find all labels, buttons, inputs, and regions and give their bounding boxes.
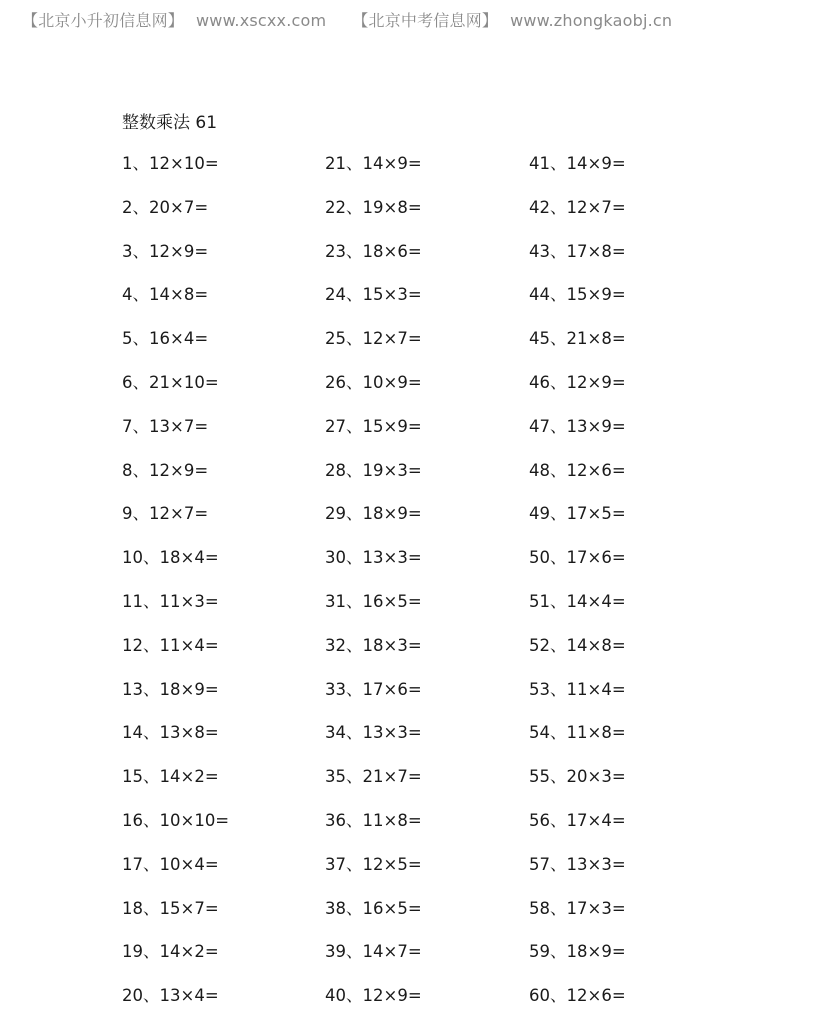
problem-item: 46、12×9= <box>529 372 626 392</box>
problem-item: 49、17×5= <box>529 504 626 524</box>
problem-item: 59、18×9= <box>529 942 626 962</box>
problem-item: 14、13×8= <box>122 723 219 743</box>
site2-url[interactable]: www.zhongkaobj.cn <box>510 11 673 30</box>
problem-item: 11、11×3= <box>122 591 219 611</box>
problem-item: 18、15×7= <box>122 898 219 918</box>
problem-item: 2、20×7= <box>122 197 209 217</box>
problem-item: 39、14×7= <box>325 942 422 962</box>
problem-item: 24、15×3= <box>325 285 422 305</box>
title-number: 61 <box>195 113 218 133</box>
site1-name: 【北京小升初信息网】 <box>22 11 185 30</box>
problem-item: 50、17×6= <box>529 548 626 568</box>
site2-name: 【北京中考信息网】 <box>352 11 499 30</box>
problem-item: 40、12×9= <box>325 986 422 1006</box>
problem-item: 37、12×5= <box>325 854 422 874</box>
problem-item: 27、15×9= <box>325 416 422 436</box>
problem-column-1 <box>122 142 322 1018</box>
problem-item: 13、18×9= <box>122 679 219 699</box>
problem-item: 35、21×7= <box>325 767 422 787</box>
problem-item: 32、18×3= <box>325 635 422 655</box>
problem-item: 45、21×8= <box>529 329 626 349</box>
problem-item: 1、12×10= <box>122 154 219 173</box>
problem-item: 36、11×8= <box>325 810 422 830</box>
problem-item: 48、12×6= <box>529 460 626 480</box>
problem-item: 44、15×9= <box>529 285 626 305</box>
problem-item: 3、12×9= <box>122 241 209 261</box>
problem-item: 16、10×10= <box>122 810 230 830</box>
problem-item: 20、13×4= <box>122 986 219 1006</box>
problem-item: 28、19×3= <box>325 460 422 480</box>
problem-item: 38、16×5= <box>325 898 422 918</box>
problem-item: 51、14×4= <box>529 591 626 611</box>
problem-item: 30、13×3= <box>325 548 422 568</box>
problem-item: 5、16×4= <box>122 329 209 349</box>
problem-item: 52、14×8= <box>529 635 626 655</box>
problem-item: 21、14×9= <box>325 154 422 173</box>
problem-item: 23、18×6= <box>325 241 422 261</box>
problem-item: 4、14×8= <box>122 285 209 305</box>
problem-item: 53、11×4= <box>529 679 626 699</box>
problem-item: 31、16×5= <box>325 591 422 611</box>
title-text: 整数乘法 <box>122 113 190 133</box>
problem-item: 58、17×3= <box>529 898 626 918</box>
problem-item: 60、12×6= <box>529 986 626 1006</box>
problem-item: 25、12×7= <box>325 329 422 349</box>
problem-item: 41、14×9= <box>529 154 626 173</box>
problem-item: 6、21×10= <box>122 372 219 392</box>
problem-column-3 <box>529 142 729 1018</box>
problem-item: 15、14×2= <box>122 767 219 787</box>
problem-item: 57、13×3= <box>529 854 626 874</box>
problem-item: 55、20×3= <box>529 767 626 787</box>
problem-item: 10、18×4= <box>122 548 219 568</box>
problem-item: 26、10×9= <box>325 372 422 392</box>
problem-item: 7、13×7= <box>122 416 209 436</box>
problem-item: 8、12×9= <box>122 460 209 480</box>
problem-item: 22、19×8= <box>325 197 422 217</box>
site1-url[interactable]: www.xscxx.com <box>196 11 327 30</box>
problem-item: 43、17×8= <box>529 241 626 261</box>
problem-item: 56、17×4= <box>529 810 626 830</box>
problem-column-2 <box>325 142 525 1018</box>
problem-item: 54、11×8= <box>529 723 626 743</box>
problem-item: 29、18×9= <box>325 504 422 524</box>
problem-item: 47、13×9= <box>529 416 626 436</box>
problem-item: 34、13×3= <box>325 723 422 743</box>
page-header <box>22 8 672 31</box>
worksheet-title <box>122 108 217 133</box>
problem-item: 19、14×2= <box>122 942 219 962</box>
problem-item: 9、12×7= <box>122 504 209 524</box>
problem-item: 42、12×7= <box>529 197 626 217</box>
problem-item: 12、11×4= <box>122 635 219 655</box>
problem-item: 33、17×6= <box>325 679 422 699</box>
problem-item: 17、10×4= <box>122 854 219 874</box>
